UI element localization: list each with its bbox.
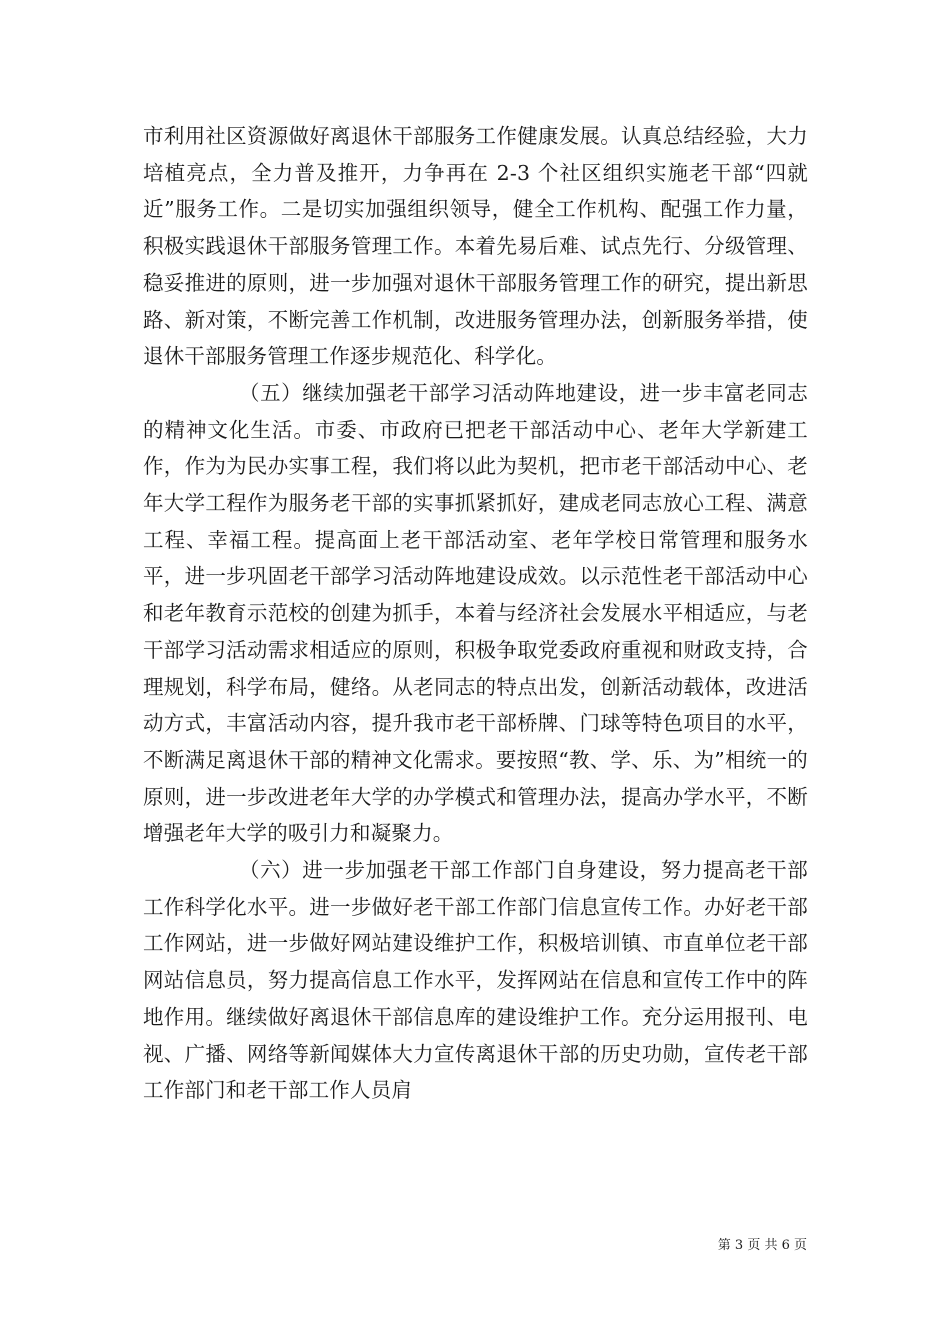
page-number: 第 3 页 共 6 页 — [717, 1238, 807, 1253]
document-body — [143, 118, 808, 1109]
paragraph-section-5: （五）继续加强老干部学习活动阵地建设，进一步丰富老同志的精神文化生活。市委、市政府已把老干部活动中心、老年大学新建工作，作为为民办实事工程，我们将以此为契机，把市老干部活动中心、老年大学工程作为服务老干部的实事抓紧抓好，建成老同志放心工程、满意工程、幸福工程。提高面上老干部活动室、老年学校日常管理和服务水平，进一步巩固老干部学习活动阵地建设成效。以示范性老干部活动中心和老年教育示范校的创建为抓手，本着与经济社会发展水平相适应，与老干部学习活动需求相适应的原则，积极争取党委政府重视和财政支持，合理规划，科学布局，健络。从老同志的特点出发，创新活动载体，改进活动方式，丰富活动内容，提升我市老干部桥牌、门球等特色项目的水平，不断满足离退休干部的精神文化需求。要按照“教、学、乐、为”相统一的原则，进一步改进老年大学的办学模式和管理办法，提高办学水平，不断增强老年大学的吸引力和凝聚力。 — [143, 380, 808, 846]
paragraph-continuation: 市利用社区资源做好离退休干部服务工作健康发展。认真总结经验，大力培植亮点，全力普及推开，力争再在 2-3 个社区组织实施老干部“四就近”服务工作。二是切实加强组织领导，健全工作机构、配强工作力量，积极实践退休干部服务管理工作。本着先易后难、试点先行、分级管理、稳妥推进的原则，进一步加强对退休干部服务管理工作的研究，提出新思路、新对策，不断完善工作机制，改进服务管理办法，创新服务举措，使退休干部服务管理工作逐步规范化、科学化。 — [143, 124, 808, 369]
paragraph-section-6: （六）进一步加强老干部工作部门自身建设，努力提高老干部工作科学化水平。进一步做好老干部工作部门信息宣传工作。办好老干部工作网站，进一步做好网站建设维护工作，积极培训镇、市直单位老干部网站信息员，努力提高信息工作水平，发挥网站在信息和宣传工作中的阵地作用。继续做好离退休干部信息库的建设维护工作。充分运用报刊、电视、广播、网络等新闻媒体大力宣传离退休干部的历史功勋，宣传老干部工作部门和老干部工作人员肩 — [143, 858, 808, 1103]
